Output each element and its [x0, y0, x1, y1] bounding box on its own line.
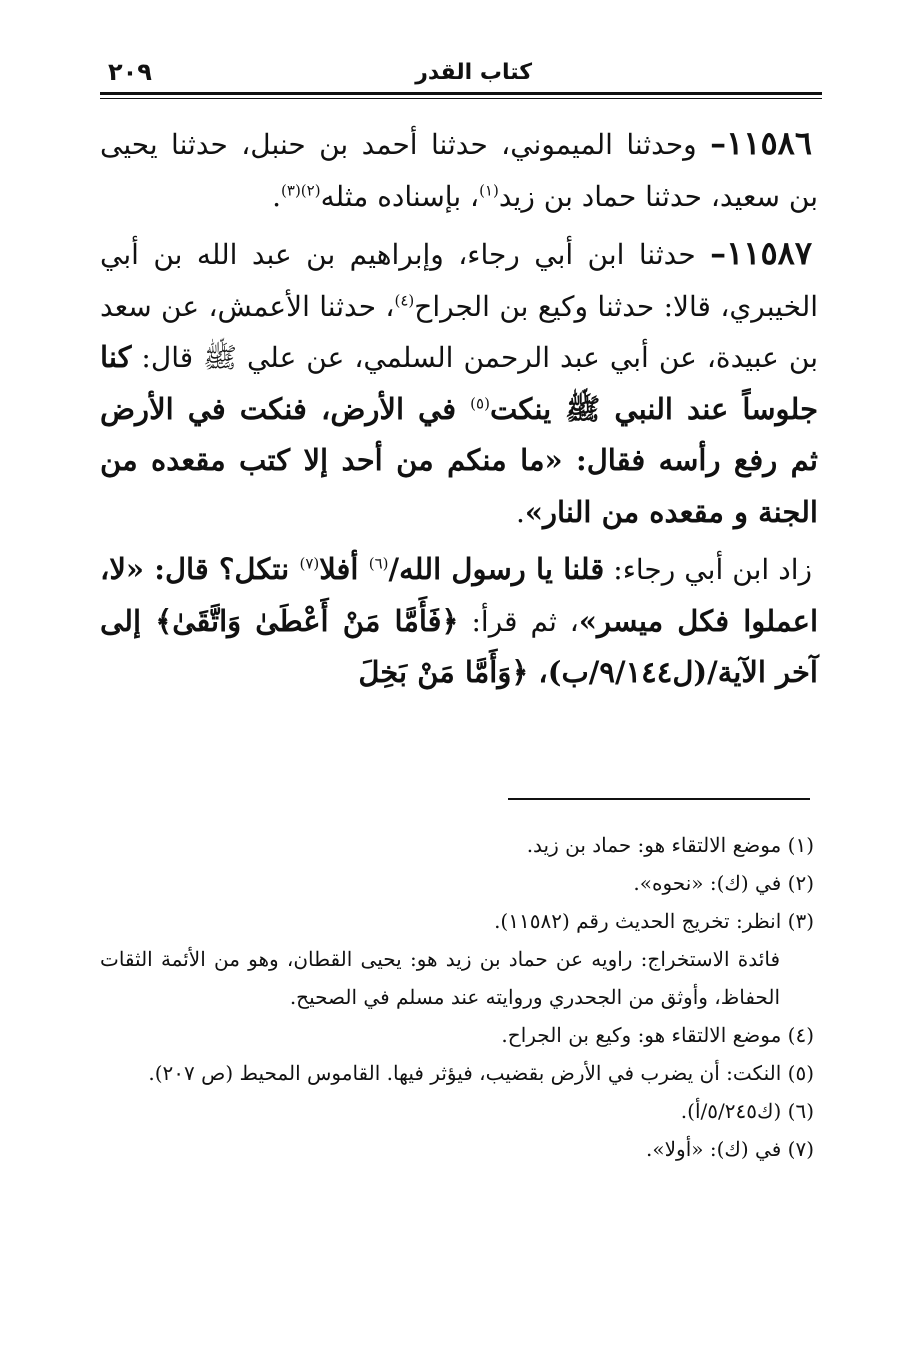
footnote-ref: (٧)	[299, 554, 320, 573]
footnote-separator	[508, 798, 810, 800]
chapter-title: كتاب القدر	[415, 60, 532, 85]
prophetic-quote: «لا، اعملوا فكل ميسر»	[100, 552, 818, 638]
quran-verse: ﴿وَأَمَّا مَنْ بَخِلَ	[358, 655, 529, 689]
footnote-ref: (٤)	[394, 291, 415, 310]
hadith-matn: كنا جلوساً عند النبي ﷺ ينكت	[100, 340, 819, 426]
hadith-matn: قلنا يا رسول الله/	[388, 552, 605, 586]
footnotes	[100, 826, 814, 1168]
footnote-1: (١) موضع الالتقاء هو: حماد بن زيد.	[526, 833, 814, 857]
prophetic-quote: «ما منكم من أحد إلا كتب مقعده من الجنة و مقعده من النار»	[100, 443, 818, 529]
hadith-text: .	[515, 495, 525, 529]
hadith-text: .	[272, 179, 282, 213]
footnote-3: (٣) انظر: تخريج الحديث رقم (١١٥٨٢).	[494, 909, 814, 933]
footnote-ref: (٥)	[470, 394, 490, 413]
hadith-text: ، حدثنا الأعمش، عن سعد بن عبيدة، عن أبي عبد الرحمن السلمي، عن علي ﷺ قال:	[100, 289, 818, 374]
hadith-text: ، ثم قرأ:	[458, 604, 579, 638]
header-rule-thick	[100, 92, 822, 95]
hadith-text: زاد ابن أبي رجاء:	[604, 553, 812, 586]
hadith-text: إلى آخر الآية/(ل٩/١٤٤/ب)،	[100, 603, 818, 689]
footnote-ref: (١)	[479, 181, 499, 200]
footnote-7: (٧) في (ك): «أولا».	[646, 1137, 814, 1161]
hadith-matn: في الأرض، فنكت في الأرض ثم رفع رأسه فقال:	[100, 391, 818, 477]
page-number: ٢٠٩	[108, 58, 152, 86]
footnote-2: (٢) في (ك): «نحوه».	[633, 871, 814, 895]
footnote-4: (٤) موضع الالتقاء هو: وكيع بن الجراح.	[501, 1023, 814, 1047]
footnote-ref: (٢)(٣)	[281, 181, 321, 200]
hadith-text: وحدثنا الميموني، حدثنا أحمد بن حنبل، حدثنا يحيى بن سعيد، حدثنا حماد بن زيد	[100, 128, 818, 213]
hadith-11586	[100, 118, 818, 222]
hadith-text: ، بإسناده مثله	[320, 179, 480, 213]
quran-verse: ﴿فَأَمَّا مَنْ أَعْطَىٰ وَاتَّقَىٰ﴾	[155, 603, 459, 638]
hadith-number: ١١٥٨٧–	[710, 234, 812, 272]
hadith-11587	[100, 228, 818, 538]
footnote-6: (٦) (ك٥/٢٤٥/أ).	[680, 1099, 814, 1123]
footnote-3-note: فائدة الاستخراج: راويه عن حماد بن زيد هو: يحيى القطان، وهو من الأئمة الثقات الحفاظ، وأوثق من الجحدري وروايته عند مسلم في الصحيح.	[100, 947, 780, 1009]
header-rule-thin	[100, 98, 822, 99]
hadith-matn: نتكل؟ قال:	[144, 552, 300, 586]
hadith-matn: أفلا	[319, 552, 369, 586]
hadith-text: حدثنا ابن أبي رجاء، وإبراهيم بن عبد الله بن أبي الخيبري، قالا: حدثنا وكيع بن الجراح	[100, 238, 818, 323]
main-text	[100, 118, 818, 705]
hadith-addition	[100, 544, 818, 699]
footnote-5: (٥) النكت: أن يضرب في الأرض بقضيب، فيؤثر فيها. القاموس المحيط (ص ٢٠٧).	[148, 1061, 814, 1085]
footnote-ref: (٦)	[368, 554, 389, 573]
hadith-number: ١١٥٨٦–	[710, 124, 812, 162]
page-header	[100, 58, 822, 92]
